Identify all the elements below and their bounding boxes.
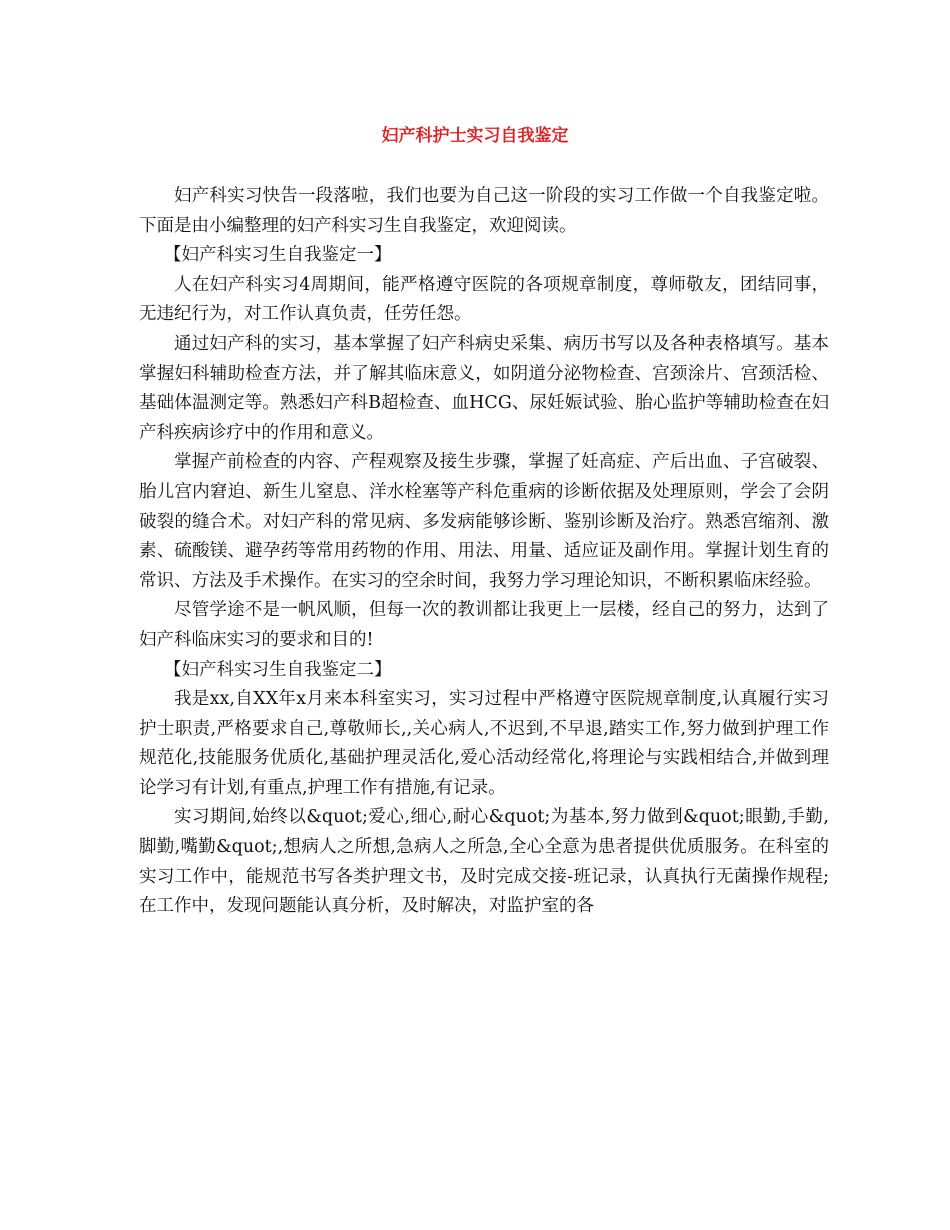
document-title: 妇产科护士实习自我鉴定 xyxy=(381,126,569,146)
section-heading-one: 【妇产科实习生自我鉴定一】 xyxy=(164,245,392,266)
paragraph-intro: 妇产科实习快告一段落啦，我们也要为自己这一阶段的实习工作做一个自我鉴定啦。下面是由小编整理的妇产科实习生自我鉴定，欢迎阅读。 xyxy=(139,186,829,236)
paragraph: 掌握产前检查的内容、产程观察及接生步骤，掌握了妊高症、产后出血、子宫破裂、胎儿宫内窘迫、新生儿窒息、洋水栓塞等产科危重病的诊断依据及处理原则，学会了会阴破裂的缝合术。对妇产科的常见病、多发病能够诊断、鉴别诊断及治疗。熟悉宫缩剂、激素、硫酸镁、避孕药等常用药物的作用、用法、用量、适应证及副作用。掌握计划生育的常识、方法及手术操作。在实习的空余时间，我努力学习理论知识，不断积累临床经验。 xyxy=(139,452,829,591)
paragraph: 人在妇产科实习4周期间，能严格遵守医院的各项规章制度，尊师敬友，团结同事，无违纪行为，对工作认真负责，任劳任怨。 xyxy=(139,274,829,325)
paragraph: 实习期间,始终以&quot;爱心,细心,耐心&quot;为基本,努力做到&quot;眼勤,手勤,脚勤,嘴勤&quot;,想病人之所想,急病人之所急,全心全意为患者提供优质服务。在科室的实习工作中，能规范书写各类护理文书，及时完成交接-班记录，认真执行无菌操作规程;在工作中，发现问题能认真分析，及时解决，对监护室的各 xyxy=(139,807,829,917)
section-heading-two: 【妇产科实习生自我鉴定二】 xyxy=(164,659,392,680)
paragraph: 尽管学途不是一帆风顺，但每一次的教训都让我更上一层楼，经自己的努力，达到了妇产科临床实习的要求和目的! xyxy=(139,600,829,650)
paragraph: 我是xx,自XX年x月来本科室实习，实习过程中严格遵守医院规章制度,认真履行实习护士职责,严格要求自己,尊敬师长,,关心病人,不迟到,不早退,踏实工作,努力做到护理工作规范化,技能服务优质化,基础护理灵活化,爱心活动经常化,将理论与实践相结合,并做到理论学习有计划,有重点,护理工作有措施,有记录。 xyxy=(139,689,829,798)
paragraph: 通过妇产科的实习，基本掌握了妇产科病史采集、病历书写以及各种表格填写。基本掌握妇科辅助检查方法，并了解其临床意义，如阴道分泌物检查、宫颈涂片、宫颈活检、基础体温测定等。熟悉妇产科B超检查、血HCG、尿妊娠试验、胎心监护等辅助检查在妇产科疾病诊疗中的作用和意义。 xyxy=(139,333,829,443)
document-body xyxy=(139,182,829,922)
